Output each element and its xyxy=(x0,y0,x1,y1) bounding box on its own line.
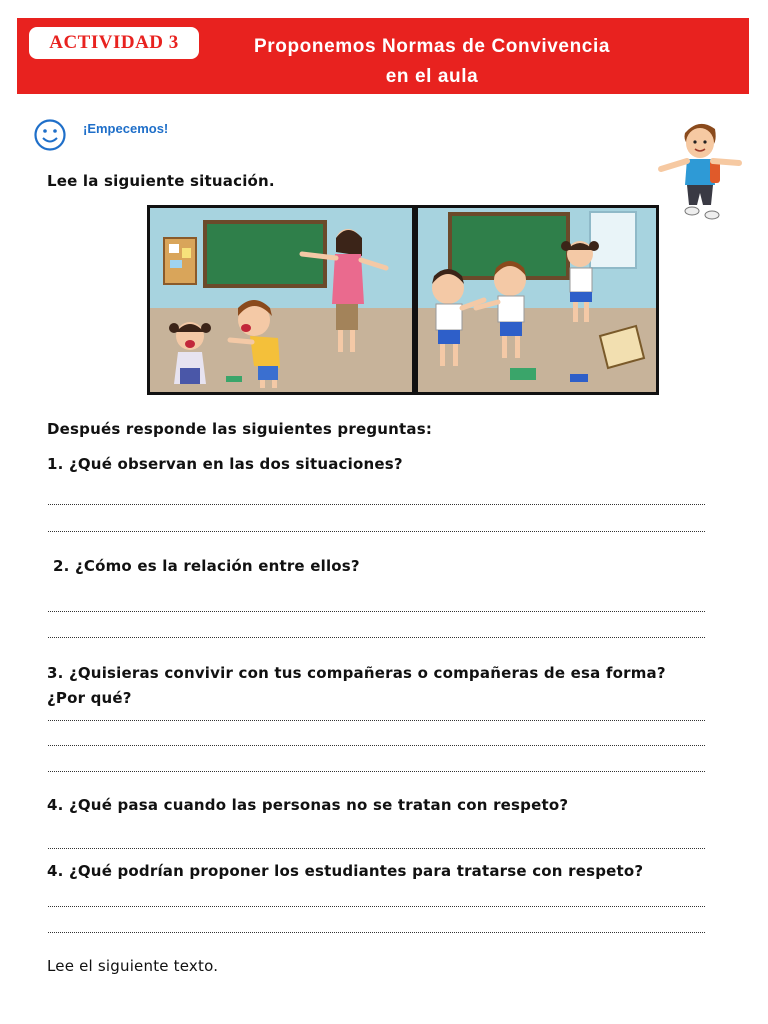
read-instruction: Lee la siguiente situación. xyxy=(47,172,275,190)
activity-badge: ACTIVIDAD 3 xyxy=(29,27,199,59)
answer-line[interactable] xyxy=(48,771,705,772)
answer-line[interactable] xyxy=(48,531,705,532)
answer-line[interactable] xyxy=(48,848,705,849)
answer-line[interactable] xyxy=(48,745,705,746)
answer-line[interactable] xyxy=(48,720,705,721)
scene-svg xyxy=(150,208,656,392)
question-2: 2. ¿Cómo es la relación entre ellos? xyxy=(53,557,360,575)
question-3-line-2: ¿Por qué? xyxy=(47,689,132,707)
boy-character-illustration xyxy=(655,115,747,225)
page-title xyxy=(222,32,642,92)
footer-instruction: Lee el siguiente texto. xyxy=(47,957,219,975)
answer-line[interactable] xyxy=(48,611,705,612)
situation-illustration xyxy=(147,205,659,395)
header-banner xyxy=(17,18,749,94)
question-4: 4. ¿Qué pasa cuando las personas no se tratan con respeto? xyxy=(47,796,569,814)
answer-line[interactable] xyxy=(48,504,705,505)
answer-line[interactable] xyxy=(48,906,705,907)
question-3-line-1: 3. ¿Quisieras convivir con tus compañeras o compañeras de esa forma? xyxy=(47,664,666,682)
smiley-icon xyxy=(33,118,67,152)
question-1: 1. ¿Qué observan en las dos situaciones? xyxy=(47,455,403,473)
answer-instruction: Después responde las siguientes preguntas: xyxy=(47,420,433,438)
classroom-scene-teacher xyxy=(150,208,412,392)
answer-line[interactable] xyxy=(48,932,705,933)
question-5: 4. ¿Qué podrían proponer los estudiantes para tratarse con respeto? xyxy=(47,862,644,880)
classroom-scene-fight xyxy=(418,208,656,392)
intro-label: ¡Empecemos! xyxy=(83,121,169,136)
title-line-1: Proponemos Normas de Convivencia xyxy=(253,36,610,57)
answer-line[interactable] xyxy=(48,637,705,638)
title-line-2: en el aula xyxy=(385,66,479,87)
